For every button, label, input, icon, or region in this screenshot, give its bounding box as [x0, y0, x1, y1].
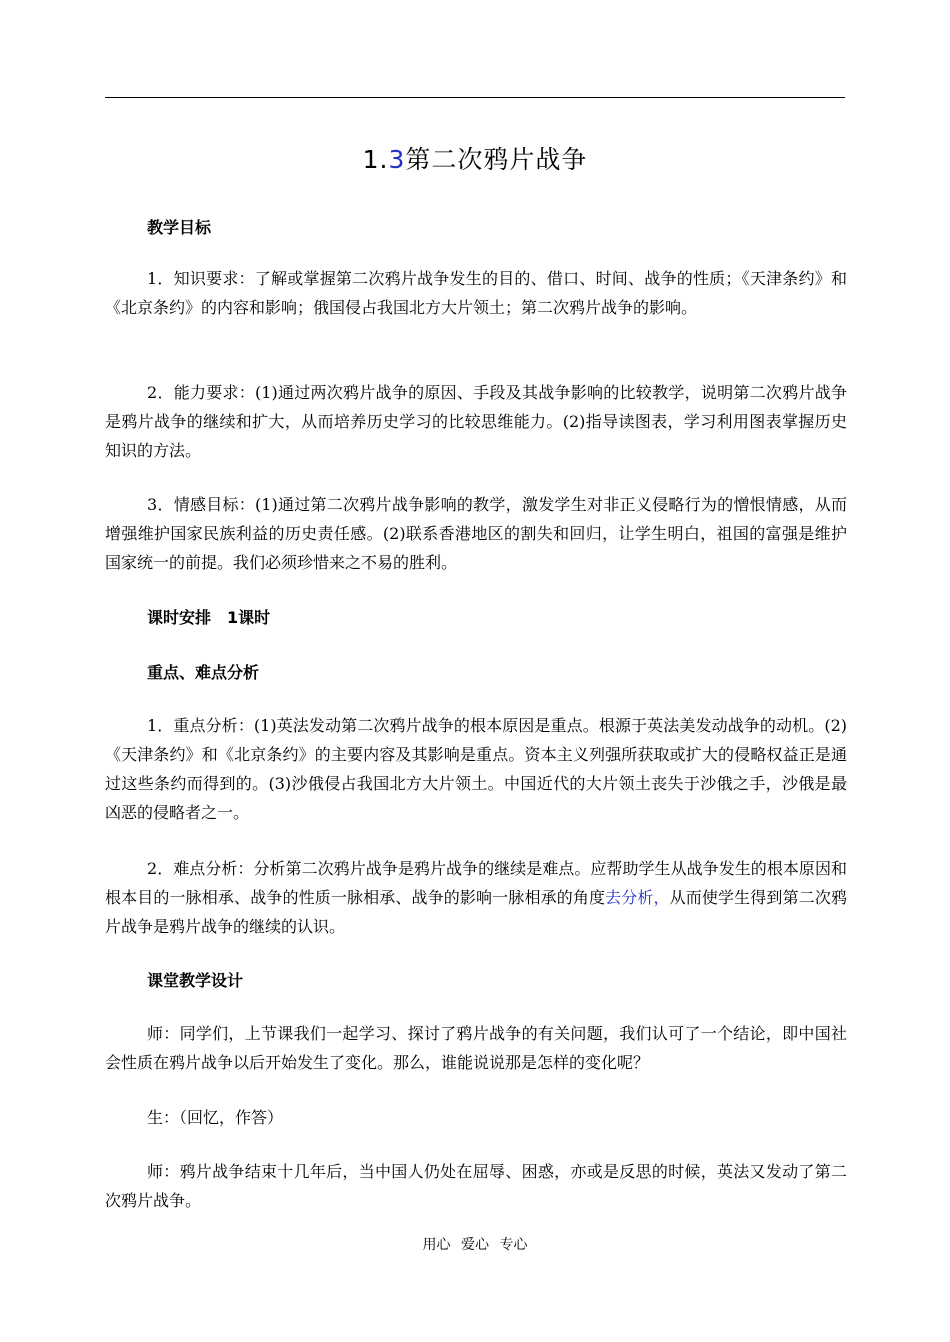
title-number: 3: [388, 145, 406, 174]
difficulty-highlight: 去分析，: [605, 888, 670, 907]
difficulty-text-a: 2．难点分析：分析第二次鸦片战争是鸦片战争的继续是难点。应帮助学生从战争发生的根本原因和根本目的一脉相承、战争的性质一脉相承、战争的影响一脉相承的角度: [105, 859, 847, 907]
goal-ability: 2．能力要求：(1)通过两次鸦片战争的原因、手段及其战争影响的比较教学，说明第二次鸦片战争是鸦片战争的继续和扩大，从而培养历史学习的比较思维能力。(2)指导读图表，学习利用图表掌握历史知识的方法。: [105, 383, 847, 460]
page-title: [0, 140, 950, 176]
schedule-heading: 课时安排 1课时: [147, 608, 271, 627]
dialog-teacher-1: 师：同学们，上节课我们一起学习、探讨了鸦片战争的有关问题，我们认可了一个结论，即中国社会性质在鸦片战争以后开始发生了变化。那么，谁能说说那是怎样的变化呢？: [105, 1024, 847, 1072]
design-heading: 课堂教学设计: [147, 971, 244, 990]
goals-heading: 教学目标: [147, 218, 212, 237]
title-text: 第二次鸦片战争: [405, 145, 588, 174]
difficulty-text-b: 从而使学生得到第二次鸦片战争是鸦片战争的继续的认识。: [105, 888, 847, 936]
keypoint-analysis: 1．重点分析：(1)英法发动第二次鸦片战争的根本原因是重点。根源于英法美发动战争的动机。(2)《天津条约》和《北京条约》的主要内容及其影响是重点。资本主义列强所获取或扩大的侵略权益正是通过这些条约而得到的。(3)沙俄侵占我国北方大片领土。中国近代的大片领土丧失于沙俄之手，沙俄是最凶恶的侵略者之一。: [105, 716, 847, 822]
title-prefix: 1.: [362, 145, 389, 174]
header-rule: [105, 97, 845, 98]
goal-knowledge: 1．知识要求：了解或掌握第二次鸦片战争发生的目的、借口、时间、战争的性质；《天津条约》和《北京条约》的内容和影响；俄国侵占我国北方大片领土；第二次鸦片战争的影响。: [105, 269, 847, 317]
dialog-teacher-2: 师：鸦片战争结束十几年后，当中国人仍处在屈辱、困惑，亦或是反思的时候，英法又发动了第二次鸦片战争。: [105, 1162, 847, 1210]
page-footer: 用心 爱心 专心: [422, 1237, 528, 1253]
difficulty-analysis: [105, 854, 847, 941]
keypoints-heading: 重点、难点分析: [147, 663, 260, 682]
goal-emotion: 3．情感目标：(1)通过第二次鸦片战争影响的教学，激发学生对非正义侵略行为的憎恨情感，从而增强维护国家民族利益的历史责任感。(2)联系香港地区的割失和回归，让学生明白，祖国的富强是维护国家统一的前提。我们必须珍惜来之不易的胜利。: [105, 495, 847, 572]
dialog-student-1: 生：（回忆，作答）: [147, 1108, 284, 1127]
